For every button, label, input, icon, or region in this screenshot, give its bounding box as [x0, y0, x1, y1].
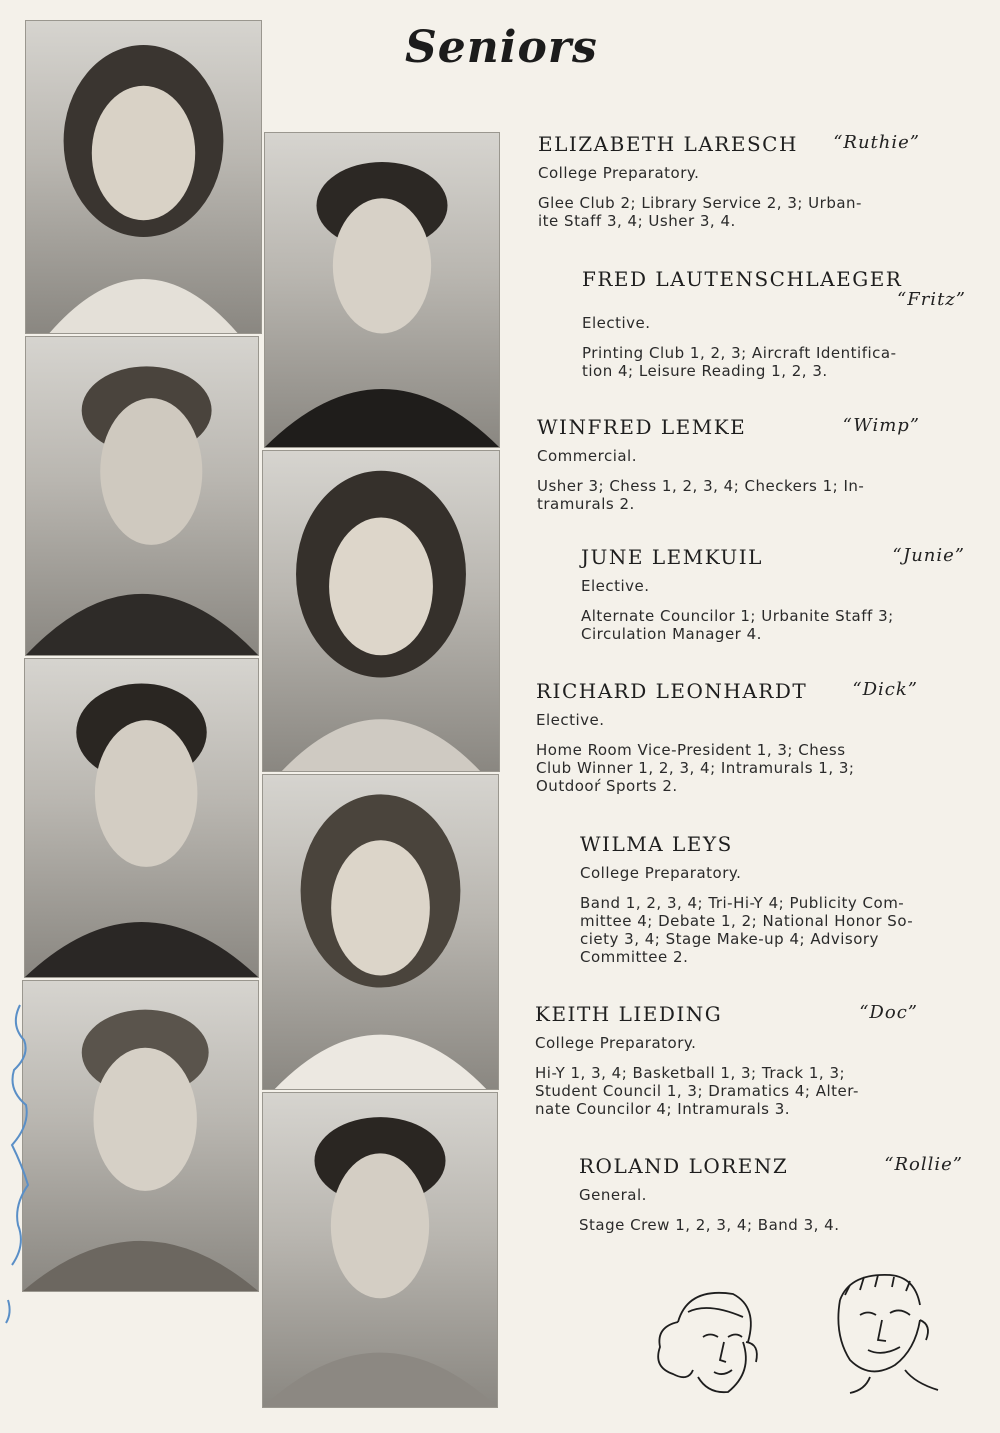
senior-name-row [537, 415, 920, 439]
senior-entry-lorenz [579, 1154, 963, 1234]
senior-name: ROLAND LORENZ [579, 1154, 789, 1178]
senior-course: General. [579, 1186, 647, 1204]
senior-activities: Band 1, 2, 3, 4; Tri-Hi-Y 4; Publicity Com- mittee 4; Debate 1, 2; National Honor So- ciety 3, 4; Stage Make-up 4; Advisory Committee 2. [580, 894, 914, 966]
senior-entry-lautenschlaeger [582, 267, 966, 380]
senior-course: College Preparatory. [538, 164, 700, 182]
senior-entry-lemke [537, 415, 920, 513]
senior-course: Commercial. [537, 447, 637, 465]
handwritten-margin-note-icon [0, 995, 40, 1325]
senior-name: RICHARD LEONHARDT [536, 679, 808, 703]
senior-name: ELIZABETH LARESCH [538, 132, 798, 156]
senior-name-row [580, 832, 964, 856]
senior-nickname: “Dick” [852, 679, 918, 700]
senior-course: Elective. [582, 314, 651, 332]
senior-activities: Usher 3; Chess 1, 2, 3, 4; Checkers 1; In- tramurals 2. [537, 477, 865, 513]
senior-name: WINFRED LEMKE [537, 415, 747, 439]
senior-name-row [581, 545, 965, 569]
senior-entry-lemkuil [581, 545, 965, 643]
senior-entry-leys [580, 832, 964, 966]
senior-course: Elective. [581, 577, 650, 595]
senior-activities: Home Room Vice-President 1, 3; Chess Club Winner 1, 2, 3, 4; Intramurals 1, 3; Outdooŕ Sports 2. [536, 741, 855, 795]
senior-nickname: “Fritz” [897, 289, 966, 310]
senior-nickname: “Doc” [859, 1002, 918, 1023]
senior-entry-lieding [535, 1002, 918, 1118]
page-title: Seniors [405, 22, 598, 73]
portrait-photo-lorenz [262, 1092, 498, 1408]
senior-nickname: “Rollie” [884, 1154, 963, 1175]
senior-name-row [536, 679, 918, 703]
senior-course: College Preparatory. [535, 1034, 697, 1052]
portrait-photo-lemkuil [262, 450, 500, 772]
portrait-photo-lieding [22, 980, 259, 1292]
portrait-photo-lautenschlaeger [264, 132, 500, 448]
senior-activities: Printing Club 1, 2, 3; Aircraft Identifica- tion 4; Leisure Reading 1, 2, 3. [582, 344, 897, 380]
senior-nickname: “Ruthie” [833, 132, 920, 153]
senior-name-row [535, 1002, 918, 1026]
portrait-photo-leys [262, 774, 499, 1090]
senior-course: Elective. [536, 711, 605, 729]
senior-entry-leonhardt [536, 679, 918, 795]
senior-activities: Hi-Y 1, 3, 4; Basketball 1, 3; Track 1, 3; Student Council 1, 3; Dramatics 4; Alter- nate Councilor 4; Intramurals 3. [535, 1064, 859, 1118]
senior-name-row [538, 132, 920, 156]
senior-name-row [579, 1154, 963, 1178]
senior-nickname: “Junie” [892, 545, 965, 566]
cartoon-girl-face-icon [648, 1282, 778, 1402]
senior-entry-laresch [538, 132, 920, 230]
senior-name: FRED LAUTENSCHLAEGER [582, 267, 903, 291]
senior-course: College Preparatory. [580, 864, 742, 882]
senior-activities: Stage Crew 1, 2, 3, 4; Band 3, 4. [579, 1216, 840, 1234]
senior-activities: Glee Club 2; Library Service 2, 3; Urban- ite Staff 3, 4; Usher 3, 4. [538, 194, 862, 230]
senior-name: KEITH LIEDING [535, 1002, 723, 1026]
senior-nickname: “Wimp” [842, 415, 920, 436]
portrait-photo-leonhardt [24, 658, 259, 978]
senior-activities: Alternate Councilor 1; Urbanite Staff 3; Circulation Manager 4. [581, 607, 894, 643]
cartoon-boy-face-icon [820, 1265, 960, 1395]
portrait-photo-lemke [25, 336, 259, 656]
senior-name: WILMA LEYS [580, 832, 733, 856]
portrait-photo-laresch [25, 20, 262, 334]
senior-name: JUNE LEMKUIL [581, 545, 763, 569]
senior-name-row [582, 267, 966, 291]
